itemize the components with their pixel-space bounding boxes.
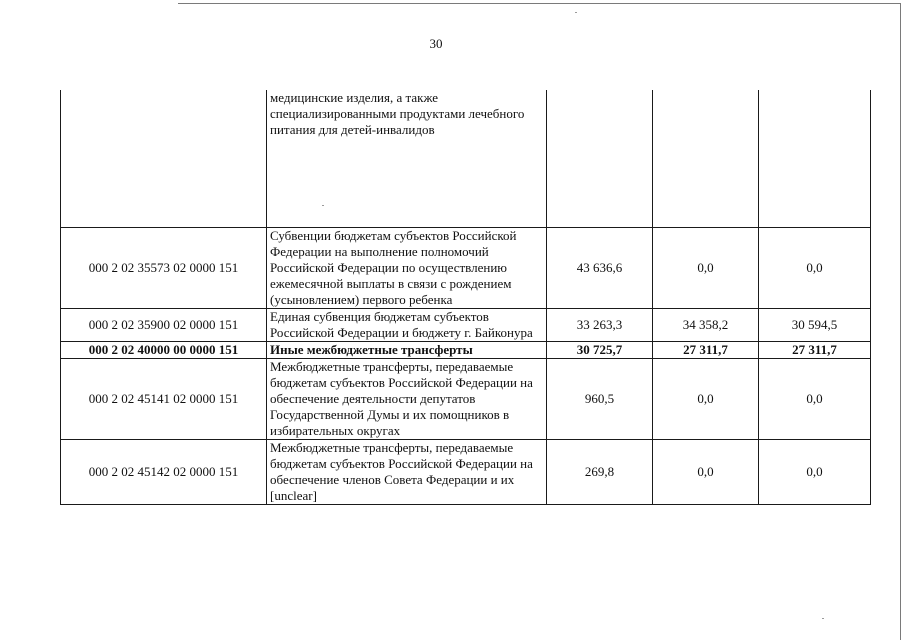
value-col1-cell: 30 725,7: [547, 342, 653, 359]
value-col3-cell: 0,0: [759, 359, 871, 440]
value-col3-cell: 0,0: [759, 440, 871, 505]
scan-edge-right: [900, 3, 901, 640]
table-row: [61, 90, 871, 228]
description-cell: Субвенции бюджетам субъектов Российской Федерации на выполнение полномочий Российской Федерации по осуществлению ежемесячной выплаты в связи с рождением (усыновлением) первого ребенка: [267, 228, 547, 309]
budget-code-cell: 000 2 02 40000 00 0000 151: [61, 342, 267, 359]
table-row-subtotal: [61, 342, 871, 359]
budget-table: [60, 90, 871, 505]
value-col2-cell: [653, 90, 759, 228]
scan-edge-top: [178, 3, 900, 4]
table-row: [61, 228, 871, 309]
value-col1-cell: 960,5: [547, 359, 653, 440]
budget-code-cell: 000 2 02 45142 02 0000 151: [61, 440, 267, 505]
description-cell: Единая субвенция бюджетам субъектов Российской Федерации и бюджету г. Байконура: [267, 309, 547, 342]
table-row: [61, 440, 871, 505]
value-col3-cell: 30 594,5: [759, 309, 871, 342]
budget-code-cell: 000 2 02 45141 02 0000 151: [61, 359, 267, 440]
description-cell: Межбюджетные трансферты, передаваемые бюджетам субъектов Российской Федерации на обеспечение членов Совета Федерации и их [unclear]: [267, 440, 547, 505]
value-col2-cell: 0,0: [653, 228, 759, 309]
value-col1-cell: [547, 90, 653, 228]
value-col1-cell: 33 263,3: [547, 309, 653, 342]
budget-code-cell: [61, 90, 267, 228]
value-col1-cell: 269,8: [547, 440, 653, 505]
value-col3-cell: [759, 90, 871, 228]
value-col3-cell: 0,0: [759, 228, 871, 309]
table-row: [61, 309, 871, 342]
value-col2-cell: 27 311,7: [653, 342, 759, 359]
value-col1-cell: 43 636,6: [547, 228, 653, 309]
value-col3-cell: 27 311,7: [759, 342, 871, 359]
value-col2-cell: 0,0: [653, 359, 759, 440]
scan-speck: [575, 12, 577, 13]
budget-code-cell: 000 2 02 35573 02 0000 151: [61, 228, 267, 309]
description-cell: Межбюджетные трансферты, передаваемые бюджетам субъектов Российской Федерации на обеспечение деятельности депутатов Государственной Думы и их помощников в избирательных округах: [267, 359, 547, 440]
value-col2-cell: 0,0: [653, 440, 759, 505]
description-cell: Иные межбюджетные трансферты: [267, 342, 547, 359]
description-cell: медицинские изделия, а также специализированными продуктами лечебного питания для детей-инвалидов: [267, 90, 547, 228]
table-row: [61, 359, 871, 440]
budget-code-cell: 000 2 02 35900 02 0000 151: [61, 309, 267, 342]
page-number: 30: [429, 36, 443, 51]
scan-speck: [822, 618, 824, 619]
value-col2-cell: 34 358,2: [653, 309, 759, 342]
